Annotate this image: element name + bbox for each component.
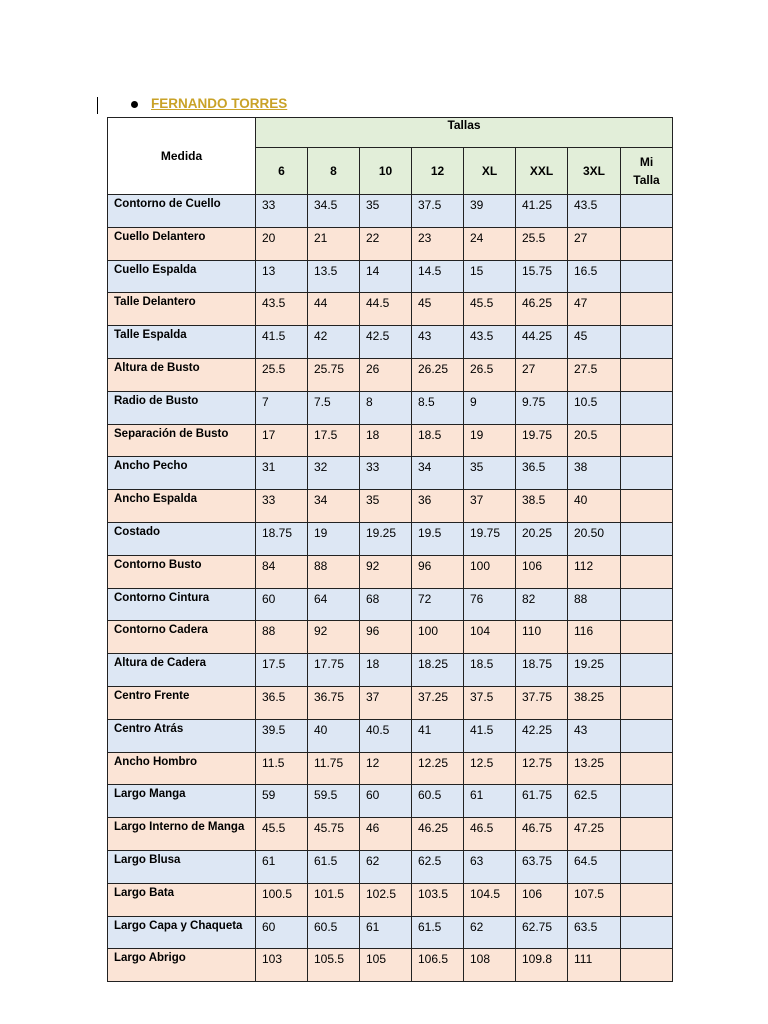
size-value-cell: 20 — [256, 227, 308, 260]
size-value-cell: 61.5 — [412, 916, 464, 949]
size-value-cell: 18.5 — [412, 424, 464, 457]
size-value-cell: 92 — [308, 621, 360, 654]
size-value-cell: 96 — [412, 555, 464, 588]
size-value-cell: 107.5 — [568, 883, 621, 916]
size-value-cell: 19.75 — [464, 522, 516, 555]
size-value-cell: 17.75 — [308, 654, 360, 687]
measure-label: Contorno de Cuello — [108, 195, 256, 228]
size-value-cell: 12 — [360, 752, 412, 785]
mi-talla-cell[interactable] — [621, 195, 673, 228]
size-value-cell: 35 — [360, 195, 412, 228]
table-row — [108, 818, 673, 851]
size-value-cell: 62.5 — [568, 785, 621, 818]
table-row — [108, 326, 673, 359]
table-row — [108, 916, 673, 949]
size-value-cell: 11.5 — [256, 752, 308, 785]
size-value-cell: 102.5 — [360, 883, 412, 916]
size-value-cell: 17.5 — [308, 424, 360, 457]
mi-talla-cell[interactable] — [621, 588, 673, 621]
size-value-cell: 63.75 — [516, 850, 568, 883]
size-value-cell: 35 — [464, 457, 516, 490]
table-row — [108, 391, 673, 424]
size-value-cell: 92 — [360, 555, 412, 588]
size-value-cell: 88 — [308, 555, 360, 588]
size-value-cell: 18 — [360, 424, 412, 457]
size-value-cell: 36.5 — [516, 457, 568, 490]
size-value-cell: 37 — [464, 490, 516, 523]
measure-label: Largo Abrigo — [108, 949, 256, 982]
mi-talla-header: Mi Talla — [621, 147, 673, 194]
measure-label: Largo Capa y Chaqueta — [108, 916, 256, 949]
size-value-cell: 9 — [464, 391, 516, 424]
size-value-cell: 72 — [412, 588, 464, 621]
size-value-cell: 39 — [464, 195, 516, 228]
size-header: 10 — [360, 147, 412, 194]
table-row — [108, 654, 673, 687]
size-value-cell: 61 — [360, 916, 412, 949]
size-value-cell: 43.5 — [568, 195, 621, 228]
size-value-cell: 37.25 — [412, 686, 464, 719]
size-value-cell: 34.5 — [308, 195, 360, 228]
size-value-cell: 16.5 — [568, 260, 621, 293]
size-value-cell: 8.5 — [412, 391, 464, 424]
measure-label: Largo Blusa — [108, 850, 256, 883]
mi-talla-cell[interactable] — [621, 227, 673, 260]
size-value-cell: 105 — [360, 949, 412, 982]
table-row — [108, 621, 673, 654]
size-value-cell: 46 — [360, 818, 412, 851]
size-header: XXL — [516, 147, 568, 194]
measure-label: Largo Manga — [108, 785, 256, 818]
size-value-cell: 68 — [360, 588, 412, 621]
table-row — [108, 457, 673, 490]
size-value-cell: 105.5 — [308, 949, 360, 982]
size-value-cell: 37.5 — [464, 686, 516, 719]
measure-label: Altura de Cadera — [108, 654, 256, 687]
size-value-cell: 7 — [256, 391, 308, 424]
mi-talla-cell[interactable] — [621, 752, 673, 785]
size-value-cell: 10.5 — [568, 391, 621, 424]
size-value-cell: 27.5 — [568, 358, 621, 391]
size-value-cell: 26 — [360, 358, 412, 391]
size-value-cell: 46.5 — [464, 818, 516, 851]
size-value-cell: 31 — [256, 457, 308, 490]
text-cursor — [97, 97, 98, 114]
size-value-cell: 60.5 — [412, 785, 464, 818]
size-value-cell: 27 — [516, 358, 568, 391]
size-value-cell: 60.5 — [308, 916, 360, 949]
measure-label: Largo Interno de Manga — [108, 818, 256, 851]
medida-header: Medida — [108, 118, 256, 195]
tallas-header: Tallas — [256, 118, 673, 148]
size-value-cell: 59 — [256, 785, 308, 818]
size-value-cell: 106.5 — [412, 949, 464, 982]
size-value-cell: 24 — [464, 227, 516, 260]
size-value-cell: 35 — [360, 490, 412, 523]
size-value-cell: 76 — [464, 588, 516, 621]
size-value-cell: 19.75 — [516, 424, 568, 457]
size-value-cell: 116 — [568, 621, 621, 654]
mi-talla-cell[interactable] — [621, 260, 673, 293]
measure-label: Altura de Busto — [108, 358, 256, 391]
size-value-cell: 12.5 — [464, 752, 516, 785]
size-value-cell: 46.75 — [516, 818, 568, 851]
size-value-cell: 46.25 — [516, 293, 568, 326]
measure-label: Centro Atrás — [108, 719, 256, 752]
size-value-cell: 104.5 — [464, 883, 516, 916]
mi-talla-cell[interactable] — [621, 719, 673, 752]
size-value-cell: 37.75 — [516, 686, 568, 719]
size-value-cell: 62 — [360, 850, 412, 883]
size-value-cell: 21 — [308, 227, 360, 260]
mi-talla-cell[interactable] — [621, 850, 673, 883]
size-value-cell: 18.75 — [516, 654, 568, 687]
size-value-cell: 60 — [360, 785, 412, 818]
size-value-cell: 100 — [464, 555, 516, 588]
size-header: 12 — [412, 147, 464, 194]
size-value-cell: 18.75 — [256, 522, 308, 555]
size-value-cell: 13.25 — [568, 752, 621, 785]
size-value-cell: 88 — [568, 588, 621, 621]
table-row — [108, 850, 673, 883]
size-value-cell: 82 — [516, 588, 568, 621]
size-value-cell: 108 — [464, 949, 516, 982]
mi-talla-cell[interactable] — [621, 686, 673, 719]
size-value-cell: 41 — [412, 719, 464, 752]
size-value-cell: 34 — [308, 490, 360, 523]
size-value-cell: 40 — [568, 490, 621, 523]
size-value-cell: 42.25 — [516, 719, 568, 752]
size-value-cell: 61 — [464, 785, 516, 818]
size-value-cell: 44.5 — [360, 293, 412, 326]
size-value-cell: 42 — [308, 326, 360, 359]
size-header: 8 — [308, 147, 360, 194]
table-row — [108, 752, 673, 785]
size-value-cell: 88 — [256, 621, 308, 654]
size-value-cell: 23 — [412, 227, 464, 260]
size-value-cell: 60 — [256, 588, 308, 621]
size-value-cell: 40.5 — [360, 719, 412, 752]
size-value-cell: 33 — [256, 195, 308, 228]
size-value-cell: 62 — [464, 916, 516, 949]
size-value-cell: 20.50 — [568, 522, 621, 555]
size-value-cell: 17 — [256, 424, 308, 457]
size-value-cell: 40 — [308, 719, 360, 752]
size-value-cell: 47 — [568, 293, 621, 326]
size-value-cell: 37 — [360, 686, 412, 719]
table-row — [108, 883, 673, 916]
mi-talla-cell[interactable] — [621, 883, 673, 916]
size-value-cell: 19 — [464, 424, 516, 457]
table-row — [108, 588, 673, 621]
size-value-cell: 14.5 — [412, 260, 464, 293]
size-value-cell: 18.5 — [464, 654, 516, 687]
size-value-cell: 44.25 — [516, 326, 568, 359]
size-value-cell: 25.5 — [256, 358, 308, 391]
size-value-cell: 106 — [516, 883, 568, 916]
size-value-cell: 61 — [256, 850, 308, 883]
size-value-cell: 47.25 — [568, 818, 621, 851]
size-value-cell: 96 — [360, 621, 412, 654]
mi-talla-cell[interactable] — [621, 785, 673, 818]
table-row — [108, 949, 673, 982]
size-value-cell: 38.25 — [568, 686, 621, 719]
size-value-cell: 41.25 — [516, 195, 568, 228]
table-row — [108, 195, 673, 228]
table-row — [108, 522, 673, 555]
size-value-cell: 38 — [568, 457, 621, 490]
size-value-cell: 43.5 — [256, 293, 308, 326]
table-row — [108, 490, 673, 523]
mi-talla-cell[interactable] — [621, 621, 673, 654]
size-value-cell: 12.75 — [516, 752, 568, 785]
size-value-cell: 9.75 — [516, 391, 568, 424]
measure-label: Cuello Espalda — [108, 260, 256, 293]
size-value-cell: 45.75 — [308, 818, 360, 851]
size-value-cell: 26.25 — [412, 358, 464, 391]
size-value-cell: 45 — [568, 326, 621, 359]
size-value-cell: 43.5 — [464, 326, 516, 359]
measure-label: Ancho Hombro — [108, 752, 256, 785]
mi-talla-cell[interactable] — [621, 555, 673, 588]
mi-talla-cell[interactable] — [621, 818, 673, 851]
size-value-cell: 44 — [308, 293, 360, 326]
mi-talla-cell[interactable] — [621, 326, 673, 359]
size-value-cell: 18.25 — [412, 654, 464, 687]
table-row — [108, 785, 673, 818]
measure-label: Contorno Cadera — [108, 621, 256, 654]
mi-talla-cell[interactable] — [621, 522, 673, 555]
size-value-cell: 32 — [308, 457, 360, 490]
size-value-cell: 27 — [568, 227, 621, 260]
measure-label: Ancho Espalda — [108, 490, 256, 523]
measure-label: Radio de Busto — [108, 391, 256, 424]
size-value-cell: 60 — [256, 916, 308, 949]
bullet-icon — [131, 101, 138, 108]
size-value-cell: 15 — [464, 260, 516, 293]
measure-label: Contorno Cintura — [108, 588, 256, 621]
size-value-cell: 26.5 — [464, 358, 516, 391]
size-value-cell: 15.75 — [516, 260, 568, 293]
mi-talla-cell[interactable] — [621, 424, 673, 457]
size-value-cell: 33 — [360, 457, 412, 490]
mi-talla-cell[interactable] — [621, 916, 673, 949]
size-value-cell: 103 — [256, 949, 308, 982]
table-row — [108, 686, 673, 719]
table-row — [108, 260, 673, 293]
size-value-cell: 106 — [516, 555, 568, 588]
size-value-cell: 36.5 — [256, 686, 308, 719]
size-value-cell: 64.5 — [568, 850, 621, 883]
mi-talla-cell[interactable] — [621, 293, 673, 326]
size-value-cell: 13.5 — [308, 260, 360, 293]
table-row — [108, 424, 673, 457]
size-value-cell: 104 — [464, 621, 516, 654]
measure-label: Costado — [108, 522, 256, 555]
size-value-cell: 34 — [412, 457, 464, 490]
mi-talla-cell[interactable] — [621, 949, 673, 982]
size-value-cell: 62.5 — [412, 850, 464, 883]
size-value-cell: 61.5 — [308, 850, 360, 883]
mi-talla-cell[interactable] — [621, 654, 673, 687]
table-row — [108, 358, 673, 391]
size-value-cell: 8 — [360, 391, 412, 424]
size-value-cell: 11.75 — [308, 752, 360, 785]
size-value-cell: 19.5 — [412, 522, 464, 555]
size-value-cell: 12.25 — [412, 752, 464, 785]
size-value-cell: 112 — [568, 555, 621, 588]
size-value-cell: 25.75 — [308, 358, 360, 391]
table-row — [108, 555, 673, 588]
size-value-cell: 33 — [256, 490, 308, 523]
size-value-cell: 36.75 — [308, 686, 360, 719]
size-value-cell: 41.5 — [256, 326, 308, 359]
size-value-cell: 19 — [308, 522, 360, 555]
size-value-cell: 103.5 — [412, 883, 464, 916]
size-value-cell: 45 — [412, 293, 464, 326]
size-value-cell: 20.5 — [568, 424, 621, 457]
measure-label: Ancho Pecho — [108, 457, 256, 490]
measure-label: Talle Delantero — [108, 293, 256, 326]
measure-label: Cuello Delantero — [108, 227, 256, 260]
size-value-cell: 20.25 — [516, 522, 568, 555]
size-value-cell: 100.5 — [256, 883, 308, 916]
size-value-cell: 100 — [412, 621, 464, 654]
size-value-cell: 36 — [412, 490, 464, 523]
measure-label: Separación de Busto — [108, 424, 256, 457]
size-value-cell: 25.5 — [516, 227, 568, 260]
mi-talla-cell[interactable] — [621, 358, 673, 391]
size-value-cell: 37.5 — [412, 195, 464, 228]
mi-talla-cell[interactable] — [621, 490, 673, 523]
measure-label: Talle Espalda — [108, 326, 256, 359]
size-value-cell: 59.5 — [308, 785, 360, 818]
size-value-cell: 63 — [464, 850, 516, 883]
mi-talla-cell[interactable] — [621, 457, 673, 490]
size-value-cell: 19.25 — [568, 654, 621, 687]
mi-talla-cell[interactable] — [621, 391, 673, 424]
size-header: 3XL — [568, 147, 621, 194]
size-value-cell: 45.5 — [464, 293, 516, 326]
size-value-cell: 17.5 — [256, 654, 308, 687]
table-row — [108, 227, 673, 260]
size-value-cell: 38.5 — [516, 490, 568, 523]
size-chart-table — [107, 117, 673, 982]
size-value-cell: 41.5 — [464, 719, 516, 752]
size-value-cell: 43 — [412, 326, 464, 359]
size-value-cell: 61.75 — [516, 785, 568, 818]
size-value-cell: 39.5 — [256, 719, 308, 752]
size-header: XL — [464, 147, 516, 194]
size-value-cell: 13 — [256, 260, 308, 293]
table-row — [108, 293, 673, 326]
size-value-cell: 43 — [568, 719, 621, 752]
size-value-cell: 22 — [360, 227, 412, 260]
size-value-cell: 18 — [360, 654, 412, 687]
size-value-cell: 63.5 — [568, 916, 621, 949]
size-value-cell: 84 — [256, 555, 308, 588]
size-value-cell: 62.75 — [516, 916, 568, 949]
measure-label: Contorno Busto — [108, 555, 256, 588]
size-value-cell: 45.5 — [256, 818, 308, 851]
table-row — [108, 719, 673, 752]
measure-label: Largo Bata — [108, 883, 256, 916]
size-value-cell: 111 — [568, 949, 621, 982]
size-value-cell: 110 — [516, 621, 568, 654]
size-value-cell: 101.5 — [308, 883, 360, 916]
size-value-cell: 46.25 — [412, 818, 464, 851]
size-value-cell: 42.5 — [360, 326, 412, 359]
size-value-cell: 109.8 — [516, 949, 568, 982]
heading-link[interactable]: FERNANDO TORRES — [151, 96, 288, 111]
size-value-cell: 7.5 — [308, 391, 360, 424]
size-value-cell: 19.25 — [360, 522, 412, 555]
measure-label: Centro Frente — [108, 686, 256, 719]
size-header: 6 — [256, 147, 308, 194]
size-value-cell: 64 — [308, 588, 360, 621]
size-value-cell: 14 — [360, 260, 412, 293]
